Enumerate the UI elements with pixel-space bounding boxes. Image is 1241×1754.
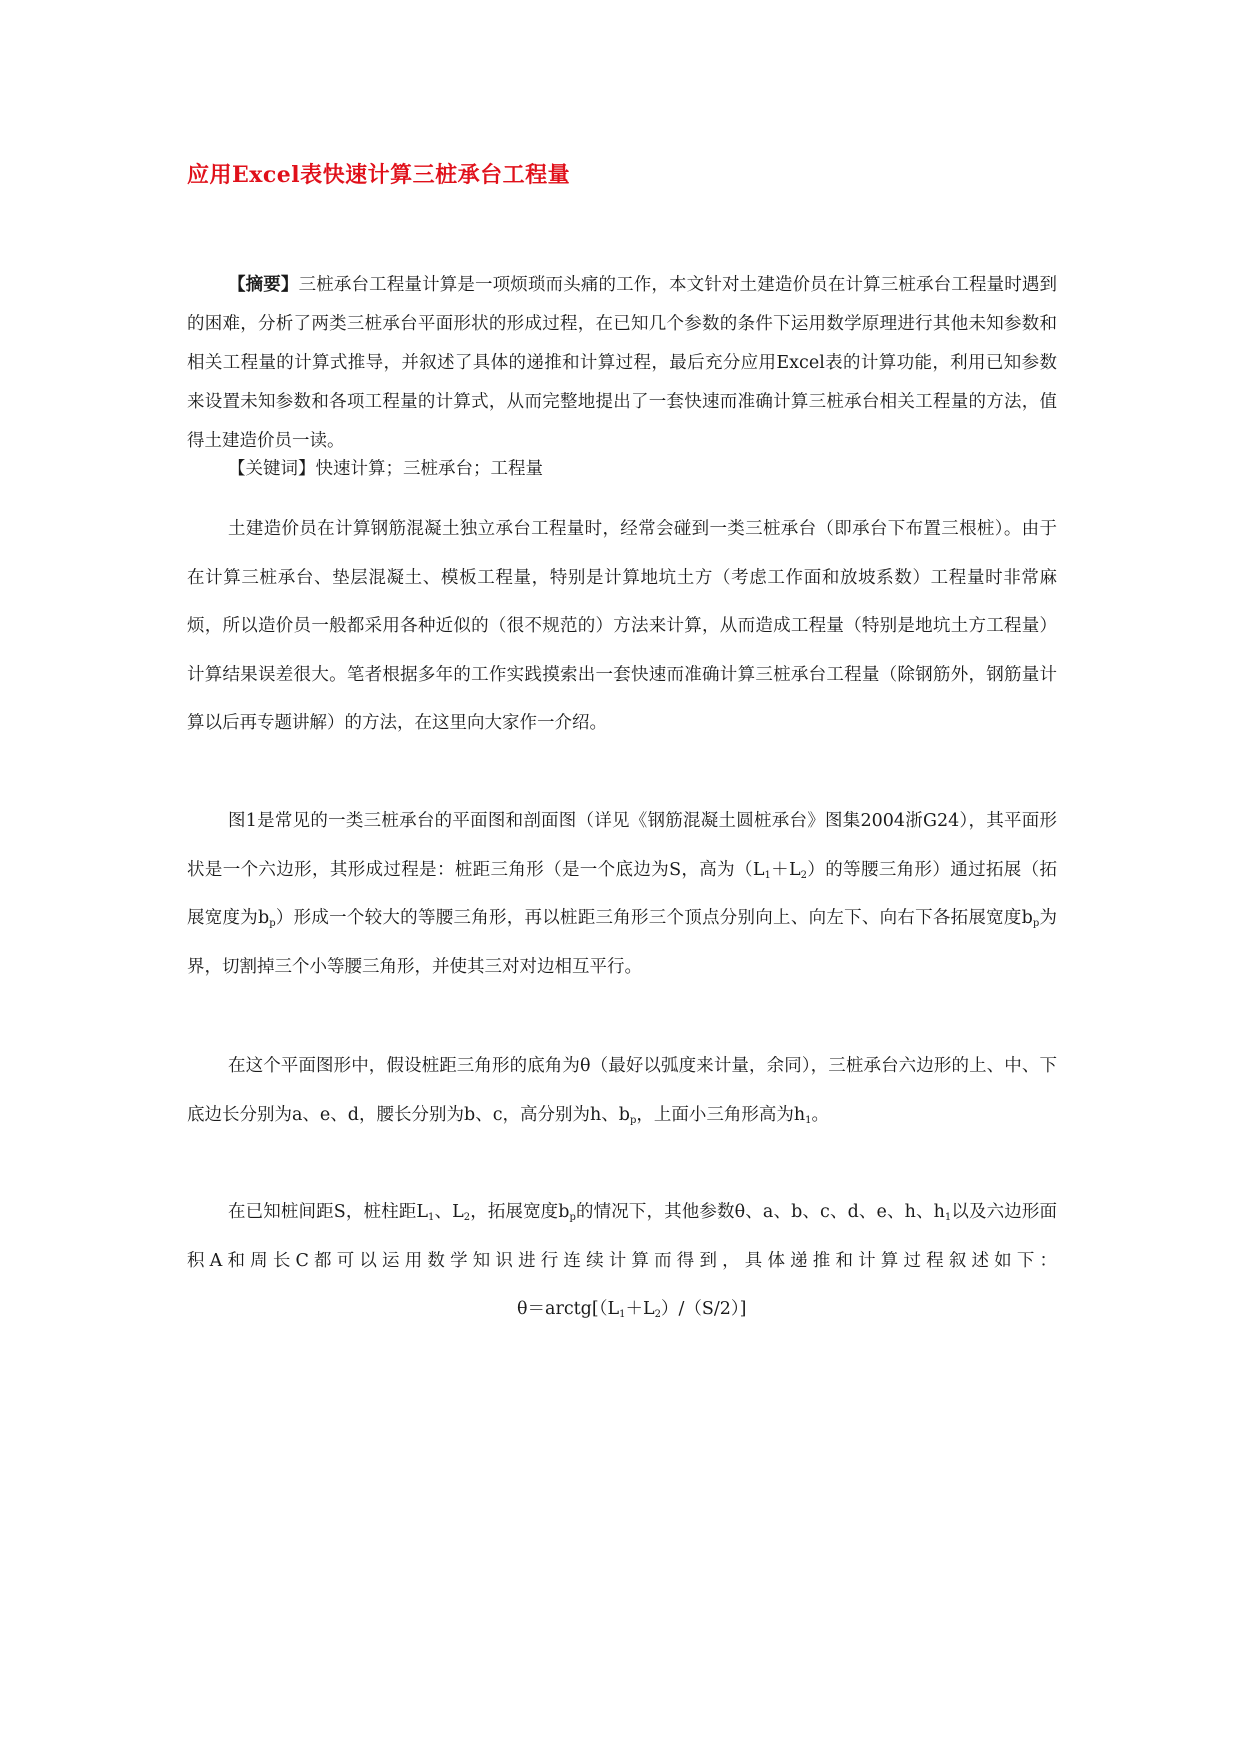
- subscript: p: [269, 918, 276, 929]
- text-run: 的情况下，其他参数θ、a、b、c、d、e、h、h: [575, 1202, 945, 1222]
- text-run: ）形成一个较大的等腰三角形，再以桩距三角形三个顶点分别向上、向左下、向右下各拓展宽度b: [275, 908, 1033, 928]
- text-run: 图1是常见的一类三桩承台的平面图和剖面图（详见《钢筋混凝土圆桩承台》图集2004浙G24），其平面形状是一个六边形，其形成过程是：桩距三角形（是一个底边为S，高为（L: [187, 811, 1057, 880]
- body-paragraph-parameters: [187, 1042, 1057, 1139]
- text-run: 以及六边形面积A和周长C都可以运用数学知识进行连续计算而得到，具体递推和计算过程叙述如下：: [187, 1202, 1058, 1271]
- body-paragraph-derivation: [187, 1188, 1057, 1334]
- subscript: 1: [619, 1309, 626, 1320]
- subscript: 1: [944, 1212, 952, 1223]
- subscript: p: [1032, 918, 1040, 929]
- text-run: ，上面小三角形高为h: [636, 1104, 806, 1125]
- formula: [517, 1299, 746, 1319]
- subscript: 1: [427, 1212, 435, 1223]
- formula-run: ＋L: [625, 1299, 655, 1319]
- subscript: 2: [463, 1212, 471, 1223]
- text-run: 在这个平面图形中，假设桩距三角形的底角为θ（最好以弧度来计量，余同），三桩承台六边形的上、中、下底边长分别为a、e、d，腰长分别为b、c，高分别为h、b: [187, 1056, 1057, 1125]
- body-paragraph-figure: [187, 797, 1057, 991]
- subscript: p: [629, 1114, 637, 1126]
- body-paragraph-intro: 土建造价员在计算钢筋混凝土独立承台工程量时，经常会碰到一类三桩承台（即承台下布置三根桩）。由于在计算三桩承台、垫层混凝土、模板工程量，特别是计算地坑土方（考虑工作面和放坡系数）工程量时非常麻烦，所以造价员一般都采用各种近似的（很不规范的）方法来计算，从而造成工程量（特别是地坑土方工程量）计算结果误差很大。笔者根据多年的工作实践摸索出一套快速而准确计算三桩承台工程量（除钢筋外，钢筋量计算以后再专题讲解）的方法，在这里向大家作一介绍。: [187, 519, 1057, 733]
- keywords-text: 快速计算；三桩承台；工程量: [315, 459, 543, 479]
- keywords-tag: 【关键词】: [228, 459, 316, 479]
- abstract-text: 三桩承台工程量计算是一项烦琐而头痛的工作，本文针对土建造价员在计算三桩承台工程量时遇到的困难，分析了两类三桩承台平面形状的形成过程，在已知几个参数的条件下运用数学原理进行其他未知参数和相关工程量的计算式推导，并叙述了具体的递推和计算过程，最后充分应用Excel表的计算功能，利用已知参数来设置未知参数和各项工程量的计算式，从而完整地提出了一套快速而准确计算三桩承台相关工程量的方法，值得土建造价员一读。: [187, 275, 1058, 451]
- formula-run: ）/（S/2）]: [660, 1299, 747, 1319]
- keywords-paragraph: [187, 450, 1057, 489]
- text-run: 为界，切割掉三个小等腰三角形，并使其三对对边相互平行。: [187, 908, 1058, 977]
- text-run: ，拓展宽度b: [470, 1202, 570, 1222]
- subscript: 1: [764, 869, 771, 881]
- abstract-paragraph: [187, 266, 1057, 461]
- subscript: 2: [800, 869, 808, 881]
- text-run: ）的等腰三角形）通过拓展（拓展宽度为b: [187, 859, 1058, 928]
- text-run: 。: [811, 1104, 830, 1125]
- document-title: 应用Excel表快速计算三桩承台工程量: [187, 162, 571, 188]
- subscript: 1: [805, 1114, 812, 1126]
- abstract-tag: 【摘要】: [228, 275, 299, 295]
- subscript: p: [569, 1212, 576, 1223]
- text-run: 在已知桩间距S，桩柱距L: [228, 1202, 428, 1222]
- formula-run: θ＝arctg[（L: [517, 1299, 620, 1319]
- subscript: 2: [654, 1309, 661, 1320]
- text-run: ＋L: [770, 859, 801, 880]
- text-run: 、L: [434, 1202, 464, 1222]
